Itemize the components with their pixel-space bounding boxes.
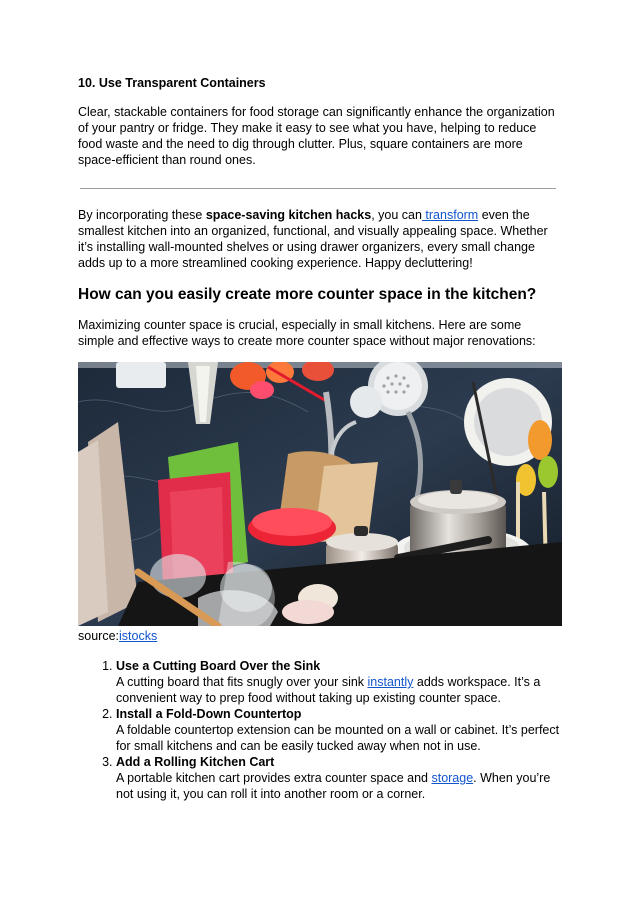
paragraph-counter-intro: Maximizing counter space is crucial, especially in small kitchens. Here are some simple and effective ways to create more counter space without major renovations: [78, 318, 536, 348]
conclusion-bold-phrase: space-saving kitchen hacks [205, 208, 372, 222]
step-3-title: 3. Add a Rolling Kitchen Cart [116, 755, 275, 769]
section-heading-transparent-containers: 10. Use Transparent Containers [78, 76, 266, 90]
list-item-fold-down-countertop [116, 706, 562, 754]
step-2-text: A foldable countertop extension can be mounted on a wall or cabinet. It’s perfect for small kitchens and can be easily tucked away when not in use. [116, 723, 560, 753]
list-item-rolling-cart [116, 754, 562, 802]
conclusion-text-end: even the smallest kitchen into an organized, functional, and visually appealing space. Whether it’s installing wall-mounted shelves or using drawer organizers, every small change adds up to a more streamlined cooking experience. Happy decluttering! [78, 208, 548, 270]
cluttered-kitchen-photo [78, 362, 562, 626]
image-source-caption [78, 629, 157, 643]
horizontal-divider [80, 188, 556, 189]
istocks-link[interactable]: istocks [119, 629, 158, 643]
step-1-text-end: adds workspace. It’s a convenient way to prep food without taking up existing counter space. [116, 675, 541, 705]
step-1-text-start: A cutting board that fits snugly over your sink [116, 675, 368, 689]
paragraph-conclusion [78, 207, 560, 271]
instantly-link[interactable]: instantly [367, 675, 414, 689]
source-label: source: [78, 629, 119, 643]
step-1-title: 1. Use a Cutting Board Over the Sink [116, 659, 321, 673]
transform-link[interactable]: transform [421, 208, 479, 222]
storage-link[interactable]: storage [431, 771, 474, 785]
step-2-title: 2. Install a Fold-Down Countertop [116, 707, 302, 721]
step-3-text-end: . When you’re not using it, you can roll it into another room or a corner. [116, 771, 551, 801]
counter-space-heading: How can you easily create more counter space in the kitchen? [78, 286, 537, 303]
paragraph-transparent-containers: Clear, stackable containers for food storage can significantly enhance the organization of your pantry or fridge. They make it easy to see what you have, helping to reduce food waste and the need to dig through clutter. Plus, square containers are more space-efficient than round ones. [78, 105, 555, 167]
step-3-text-start: A portable kitchen cart provides extra counter space and [116, 771, 432, 785]
conclusion-text-start: By incorporating these [78, 208, 206, 222]
list-item-cutting-board [116, 658, 562, 706]
counter-space-steps-list [78, 658, 562, 802]
conclusion-text-mid: , you can [371, 208, 422, 222]
